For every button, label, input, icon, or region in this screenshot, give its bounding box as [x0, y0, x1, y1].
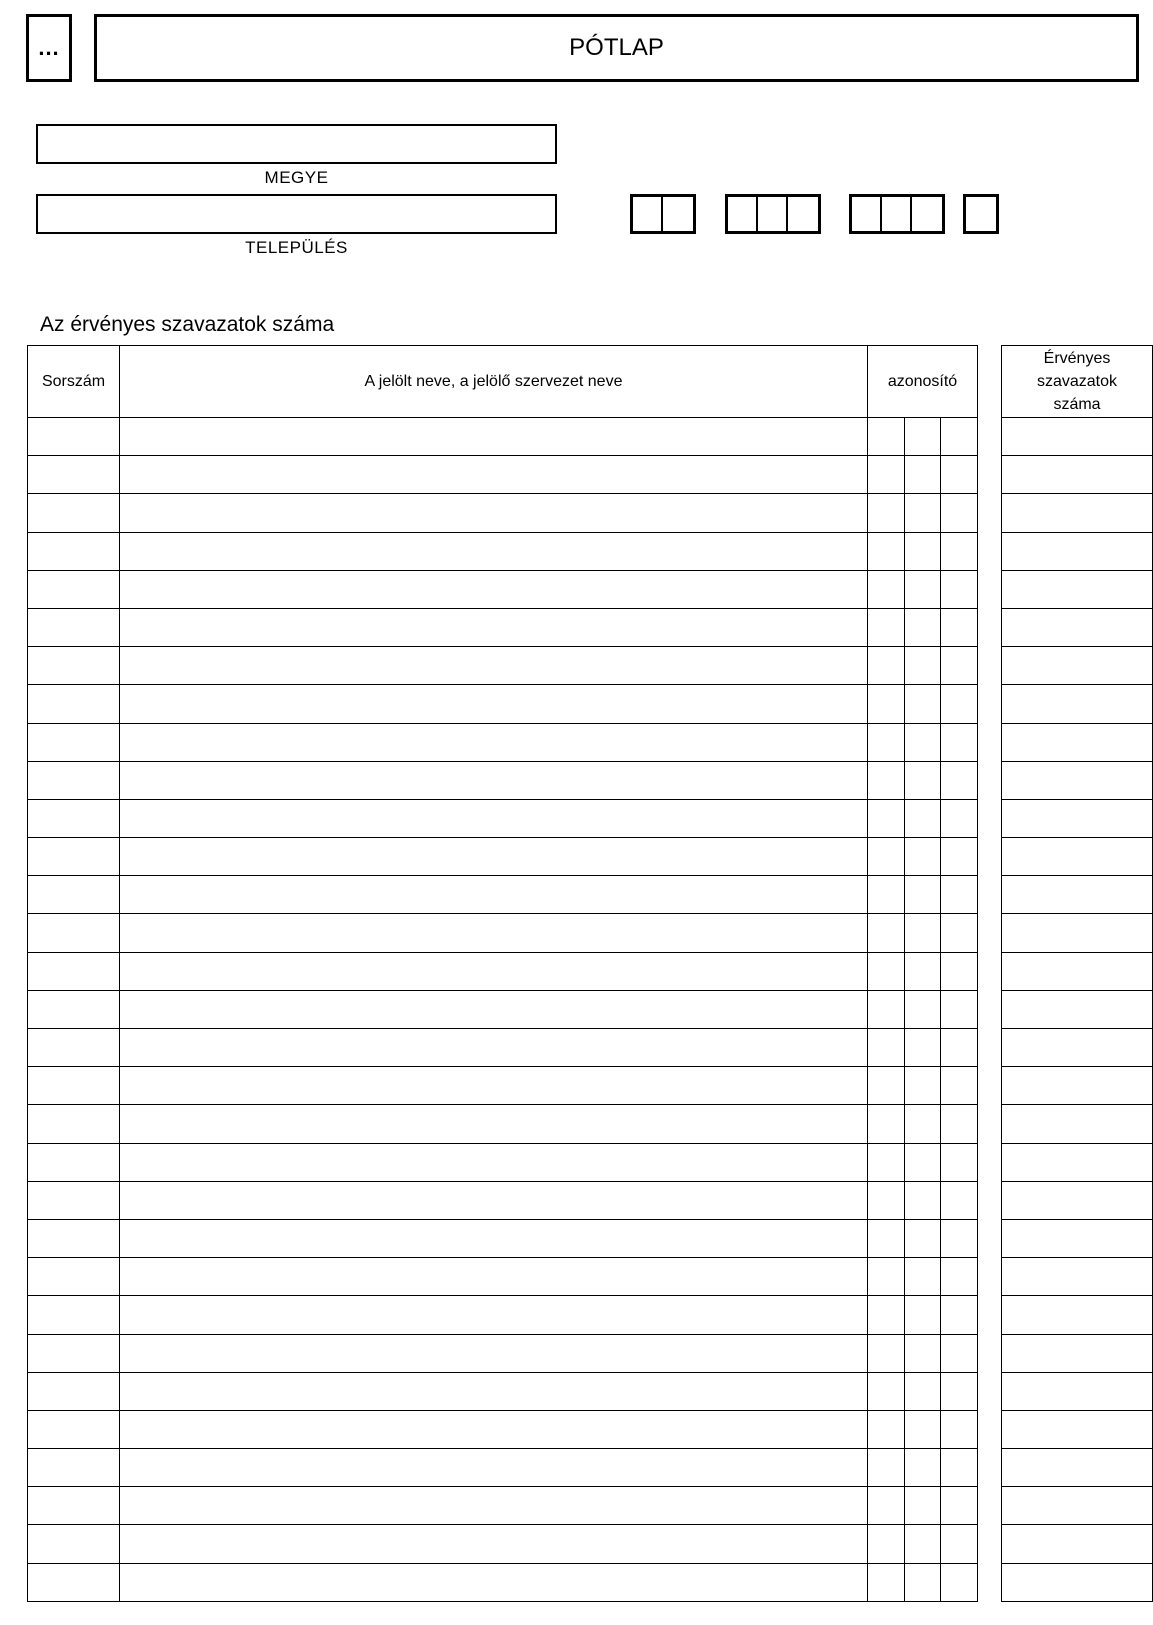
candidate-name-cell[interactable] [120, 761, 868, 799]
candidate-name-cell[interactable] [120, 799, 868, 837]
valid-votes-cell[interactable] [1002, 1334, 1153, 1372]
row-number-cell[interactable] [28, 723, 120, 761]
identifier-digit-cell[interactable] [905, 1219, 941, 1257]
column-header-name: A jelölt neve, a jelölő szervezet neve [120, 346, 868, 418]
candidate-name-cell[interactable] [120, 1563, 868, 1601]
identifier-digit-cell[interactable] [868, 723, 905, 761]
identifier-digit-cell[interactable] [905, 1487, 941, 1525]
identifier-digit-cell[interactable] [905, 532, 941, 570]
identifier-digit-cell[interactable] [941, 876, 978, 914]
table-row [28, 456, 978, 494]
table-row [28, 608, 978, 646]
code-digit-cell[interactable] [633, 197, 663, 231]
table-row [28, 1487, 978, 1525]
row-number-cell[interactable] [28, 914, 120, 952]
table-row [28, 1181, 978, 1219]
identifier-digit-cell[interactable] [905, 456, 941, 494]
table-row [28, 799, 978, 837]
identifier-digit-cell[interactable] [868, 838, 905, 876]
valid-votes-cell[interactable] [1002, 1525, 1153, 1563]
identifier-digit-cell[interactable] [868, 1487, 905, 1525]
county-label: MEGYE [264, 168, 329, 187]
identifier-digit-cell[interactable] [905, 418, 941, 456]
identifier-digit-cell[interactable] [868, 532, 905, 570]
identifier-digit-cell[interactable] [941, 723, 978, 761]
identifier-digit-cell[interactable] [868, 876, 905, 914]
identifier-digit-cell[interactable] [905, 952, 941, 990]
row-number-cell[interactable] [28, 1563, 120, 1601]
candidate-name-cell[interactable] [120, 1029, 868, 1067]
valid-votes-cell[interactable] [1002, 1372, 1153, 1410]
identifier-digit-cell[interactable] [868, 1296, 905, 1334]
row-number-cell[interactable] [28, 1334, 120, 1372]
identifier-digit-cell[interactable] [868, 1563, 905, 1601]
identifier-digit-cell[interactable] [905, 723, 941, 761]
row-number-cell[interactable] [28, 494, 120, 532]
table-row [28, 1067, 978, 1105]
row-number-cell[interactable] [28, 570, 120, 608]
code-digit-cell[interactable] [882, 197, 912, 231]
title-box [94, 14, 1139, 82]
votes-row [1002, 723, 1153, 761]
candidate-name-cell[interactable] [120, 1525, 868, 1563]
row-number-cell[interactable] [28, 1410, 120, 1448]
identifier-digit-cell[interactable] [905, 1334, 941, 1372]
column-header-number: Sorszám [28, 346, 120, 418]
identifier-digit-cell[interactable] [868, 1372, 905, 1410]
row-number-cell[interactable] [28, 876, 120, 914]
candidate-name-cell[interactable] [120, 838, 868, 876]
valid-votes-cell[interactable] [1002, 456, 1153, 494]
table-row [28, 494, 978, 532]
county-field[interactable] [36, 124, 557, 164]
identifier-digit-cell[interactable] [905, 1525, 941, 1563]
candidate-name-cell[interactable] [120, 1181, 868, 1219]
row-number-cell[interactable] [28, 1029, 120, 1067]
code-group-1[interactable] [630, 194, 696, 234]
row-number-cell[interactable] [28, 1296, 120, 1334]
identifier-digit-cell[interactable] [905, 570, 941, 608]
row-number-cell[interactable] [28, 647, 120, 685]
table-row [28, 418, 978, 456]
votes-row [1002, 1410, 1153, 1448]
candidate-name-cell[interactable] [120, 685, 868, 723]
table-row [28, 647, 978, 685]
identifier-digit-cell[interactable] [941, 456, 978, 494]
code-digit-cell[interactable] [788, 197, 818, 231]
identifier-digit-cell[interactable] [905, 799, 941, 837]
row-number-cell[interactable] [28, 799, 120, 837]
identifier-digit-cell[interactable] [868, 608, 905, 646]
page-number-placeholder: ... [38, 35, 60, 60]
identifier-digit-cell[interactable] [941, 1525, 978, 1563]
votes-row [1002, 494, 1153, 532]
identifier-digit-cell[interactable] [941, 1143, 978, 1181]
row-number-cell[interactable] [28, 1219, 120, 1257]
valid-votes-cell[interactable] [1002, 876, 1153, 914]
votes-row [1002, 647, 1153, 685]
identifier-digit-cell[interactable] [941, 1105, 978, 1143]
identifier-digit-cell[interactable] [941, 1258, 978, 1296]
candidate-name-cell[interactable] [120, 570, 868, 608]
identifier-digit-cell[interactable] [868, 1410, 905, 1448]
table-row [28, 1029, 978, 1067]
identifier-digit-cell[interactable] [868, 1525, 905, 1563]
identifier-digit-cell[interactable] [905, 494, 941, 532]
identifier-digit-cell[interactable] [941, 1067, 978, 1105]
valid-votes-cell[interactable] [1002, 990, 1153, 1028]
identifier-digit-cell[interactable] [868, 1258, 905, 1296]
table-row [28, 685, 978, 723]
row-number-cell[interactable] [28, 418, 120, 456]
identifier-digit-cell[interactable] [905, 990, 941, 1028]
candidate-name-cell[interactable] [120, 990, 868, 1028]
identifier-digit-cell[interactable] [905, 914, 941, 952]
identifier-digit-cell[interactable] [905, 761, 941, 799]
row-number-cell[interactable] [28, 1067, 120, 1105]
row-number-cell[interactable] [28, 1258, 120, 1296]
table-row [28, 1449, 978, 1487]
candidate-name-cell[interactable] [120, 1258, 868, 1296]
identifier-digit-cell[interactable] [868, 647, 905, 685]
identifier-digit-cell[interactable] [905, 1029, 941, 1067]
row-number-cell[interactable] [28, 1449, 120, 1487]
identifier-digit-cell[interactable] [941, 1487, 978, 1525]
row-number-cell[interactable] [28, 761, 120, 799]
valid-votes-cell[interactable] [1002, 1410, 1153, 1448]
table-row [28, 532, 978, 570]
candidate-name-cell[interactable] [120, 608, 868, 646]
valid-votes-cell[interactable] [1002, 952, 1153, 990]
identifier-digit-cell[interactable] [868, 952, 905, 990]
valid-votes-cell[interactable] [1002, 838, 1153, 876]
candidate-name-cell[interactable] [120, 914, 868, 952]
table-row [28, 1105, 978, 1143]
column-header-identifier: azonosító [868, 346, 978, 418]
row-number-cell[interactable] [28, 1487, 120, 1525]
candidate-name-cell[interactable] [120, 1334, 868, 1372]
table-row [28, 1296, 978, 1334]
page-title: PÓTLAP [569, 34, 664, 61]
identifier-digit-cell[interactable] [905, 838, 941, 876]
code-group-2[interactable] [725, 194, 821, 234]
code-digit-cell[interactable] [728, 197, 758, 231]
votes-row [1002, 990, 1153, 1028]
identifier-digit-cell[interactable] [868, 1219, 905, 1257]
identifier-digit-cell[interactable] [905, 608, 941, 646]
valid-votes-cell[interactable] [1002, 1487, 1153, 1525]
identifier-digit-cell[interactable] [868, 799, 905, 837]
candidate-name-cell[interactable] [120, 494, 868, 532]
table-row [28, 1219, 978, 1257]
valid-votes-cell[interactable] [1002, 1067, 1153, 1105]
identifier-digit-cell[interactable] [868, 1105, 905, 1143]
row-number-cell[interactable] [28, 685, 120, 723]
identifier-digit-cell[interactable] [868, 418, 905, 456]
candidates-table [27, 345, 978, 1602]
table-row [28, 838, 978, 876]
code-digit-cell[interactable] [852, 197, 882, 231]
candidate-name-cell[interactable] [120, 1372, 868, 1410]
votes-row [1002, 1334, 1153, 1372]
identifier-digit-cell[interactable] [905, 647, 941, 685]
table-row [28, 1258, 978, 1296]
candidate-name-cell[interactable] [120, 1449, 868, 1487]
valid-votes-cell[interactable] [1002, 608, 1153, 646]
valid-votes-cell[interactable] [1002, 1258, 1153, 1296]
identifier-digit-cell[interactable] [941, 570, 978, 608]
identifier-digit-cell[interactable] [941, 1181, 978, 1219]
table-row [28, 1525, 978, 1563]
identifier-digit-cell[interactable] [905, 876, 941, 914]
candidate-name-cell[interactable] [120, 1487, 868, 1525]
valid-votes-cell[interactable] [1002, 723, 1153, 761]
identifier-digit-cell[interactable] [941, 1563, 978, 1601]
identifier-digit-cell[interactable] [941, 1219, 978, 1257]
code-digit-cell[interactable] [912, 197, 942, 231]
identifier-digit-cell[interactable] [941, 1410, 978, 1448]
candidate-name-cell[interactable] [120, 1143, 868, 1181]
votes-row [1002, 838, 1153, 876]
code-digit-cell[interactable] [758, 197, 788, 231]
row-number-cell[interactable] [28, 1372, 120, 1410]
table-row [28, 1334, 978, 1372]
votes-row [1002, 1449, 1153, 1487]
identifier-digit-cell[interactable] [905, 1067, 941, 1105]
identifier-digit-cell[interactable] [941, 838, 978, 876]
row-number-cell[interactable] [28, 1181, 120, 1219]
row-number-cell[interactable] [28, 990, 120, 1028]
votes-row [1002, 914, 1153, 952]
table-row [28, 990, 978, 1028]
votes-row [1002, 1105, 1153, 1143]
identifier-digit-cell[interactable] [868, 456, 905, 494]
table-row [28, 1372, 978, 1410]
identifier-digit-cell[interactable] [868, 1143, 905, 1181]
valid-votes-cell[interactable] [1002, 418, 1153, 456]
identifier-digit-cell[interactable] [868, 1334, 905, 1372]
identifier-digit-cell[interactable] [941, 1296, 978, 1334]
identifier-digit-cell[interactable] [941, 1334, 978, 1372]
valid-votes-cell[interactable] [1002, 1105, 1153, 1143]
identifier-digit-cell[interactable] [941, 494, 978, 532]
candidate-name-cell[interactable] [120, 1067, 868, 1105]
votes-row [1002, 761, 1153, 799]
page-number-box[interactable] [26, 14, 72, 82]
identifier-digit-cell[interactable] [941, 1372, 978, 1410]
valid-votes-cell[interactable] [1002, 1143, 1153, 1181]
identifier-digit-cell[interactable] [905, 1410, 941, 1448]
votes-row [1002, 1067, 1153, 1105]
code-digit-cell[interactable] [663, 197, 693, 231]
votes-row [1002, 456, 1153, 494]
identifier-digit-cell[interactable] [868, 1181, 905, 1219]
identifier-digit-cell[interactable] [941, 685, 978, 723]
row-number-cell[interactable] [28, 838, 120, 876]
votes-row [1002, 799, 1153, 837]
identifier-digit-cell[interactable] [905, 1258, 941, 1296]
identifier-digit-cell[interactable] [941, 1449, 978, 1487]
votes-row [1002, 1029, 1153, 1067]
row-number-cell[interactable] [28, 952, 120, 990]
votes-row [1002, 570, 1153, 608]
identifier-digit-cell[interactable] [868, 1029, 905, 1067]
candidate-name-cell[interactable] [120, 1105, 868, 1143]
identifier-digit-cell[interactable] [905, 1296, 941, 1334]
candidate-name-cell[interactable] [120, 1219, 868, 1257]
identifier-digit-cell[interactable] [941, 532, 978, 570]
identifier-digit-cell[interactable] [905, 1181, 941, 1219]
candidate-name-cell[interactable] [120, 532, 868, 570]
votes-row [1002, 608, 1153, 646]
votes-row [1002, 1219, 1153, 1257]
identifier-digit-cell[interactable] [905, 1372, 941, 1410]
valid-votes-cell[interactable] [1002, 914, 1153, 952]
votes-row [1002, 532, 1153, 570]
valid-votes-cell[interactable] [1002, 1449, 1153, 1487]
settlement-label: TELEPÜLÉS [245, 238, 348, 257]
votes-row [1002, 418, 1153, 456]
table-row [28, 914, 978, 952]
votes-row [1002, 876, 1153, 914]
settlement-field[interactable] [36, 194, 557, 234]
identifier-digit-cell[interactable] [868, 1449, 905, 1487]
votes-row [1002, 1525, 1153, 1563]
valid-votes-header-line-1: Érvényes [1043, 350, 1111, 367]
valid-votes-cell[interactable] [1002, 761, 1153, 799]
votes-row [1002, 1372, 1153, 1410]
votes-row [1002, 1143, 1153, 1181]
valid-votes-cell[interactable] [1002, 570, 1153, 608]
candidate-name-cell[interactable] [120, 1296, 868, 1334]
votes-row [1002, 685, 1153, 723]
votes-row [1002, 1487, 1153, 1525]
table-row [28, 723, 978, 761]
section-title: Az érvényes szavazatok száma [40, 313, 335, 336]
identifier-digit-cell[interactable] [941, 990, 978, 1028]
table-row [28, 952, 978, 990]
row-number-cell[interactable] [28, 456, 120, 494]
candidate-name-cell[interactable] [120, 952, 868, 990]
code-group-4[interactable] [963, 194, 999, 234]
identifier-digit-cell[interactable] [868, 494, 905, 532]
valid-votes-header-line-3: száma [1053, 396, 1101, 413]
candidate-name-cell[interactable] [120, 1410, 868, 1448]
votes-row [1002, 1258, 1153, 1296]
candidate-name-cell[interactable] [120, 456, 868, 494]
candidate-name-cell[interactable] [120, 723, 868, 761]
valid-votes-header-line-2: szavazatok [1036, 373, 1118, 390]
valid-votes-cell[interactable] [1002, 799, 1153, 837]
identifier-digit-cell[interactable] [941, 799, 978, 837]
row-number-cell[interactable] [28, 608, 120, 646]
identifier-digit-cell[interactable] [868, 914, 905, 952]
table-row [28, 1563, 978, 1601]
candidate-name-cell[interactable] [120, 647, 868, 685]
identifier-digit-cell[interactable] [905, 685, 941, 723]
table-row [28, 876, 978, 914]
identifier-digit-cell[interactable] [941, 647, 978, 685]
valid-votes-cell[interactable] [1002, 1219, 1153, 1257]
identifier-digit-cell[interactable] [868, 570, 905, 608]
votes-row [1002, 1181, 1153, 1219]
identifier-digit-cell[interactable] [905, 1449, 941, 1487]
table-row [28, 1143, 978, 1181]
identifier-digit-cell[interactable] [905, 1563, 941, 1601]
candidate-name-cell[interactable] [120, 876, 868, 914]
identifier-digit-cell[interactable] [941, 418, 978, 456]
valid-votes-cell[interactable] [1002, 685, 1153, 723]
row-number-cell[interactable] [28, 532, 120, 570]
valid-votes-cell[interactable] [1002, 647, 1153, 685]
votes-row [1002, 1296, 1153, 1334]
identifier-digit-cell[interactable] [868, 761, 905, 799]
identifier-digit-cell[interactable] [868, 1067, 905, 1105]
valid-votes-cell[interactable] [1002, 1029, 1153, 1067]
valid-votes-cell[interactable] [1002, 1296, 1153, 1334]
identifier-digit-cell[interactable] [941, 914, 978, 952]
table-row [28, 1410, 978, 1448]
identifier-digit-cell[interactable] [868, 685, 905, 723]
identifier-digit-cell[interactable] [905, 1143, 941, 1181]
valid-votes-cell[interactable] [1002, 532, 1153, 570]
identifier-digit-cell[interactable] [905, 1105, 941, 1143]
table-row [28, 761, 978, 799]
identifier-digit-cell[interactable] [941, 761, 978, 799]
row-number-cell[interactable] [28, 1105, 120, 1143]
code-group-3[interactable] [849, 194, 945, 234]
row-number-cell[interactable] [28, 1525, 120, 1563]
identifier-digit-cell[interactable] [941, 608, 978, 646]
code-digit-cell[interactable] [966, 197, 996, 231]
column-header-valid-votes [1002, 346, 1153, 418]
candidate-name-cell[interactable] [120, 418, 868, 456]
valid-votes-cell[interactable] [1002, 1181, 1153, 1219]
identifier-digit-cell[interactable] [941, 952, 978, 990]
identifier-digit-cell[interactable] [941, 1029, 978, 1067]
valid-votes-cell[interactable] [1002, 1563, 1153, 1601]
row-number-cell[interactable] [28, 1143, 120, 1181]
identifier-digit-cell[interactable] [868, 990, 905, 1028]
votes-row [1002, 1563, 1153, 1601]
votes-row [1002, 952, 1153, 990]
valid-votes-table [1001, 345, 1153, 1602]
table-row [28, 570, 978, 608]
valid-votes-cell[interactable] [1002, 494, 1153, 532]
